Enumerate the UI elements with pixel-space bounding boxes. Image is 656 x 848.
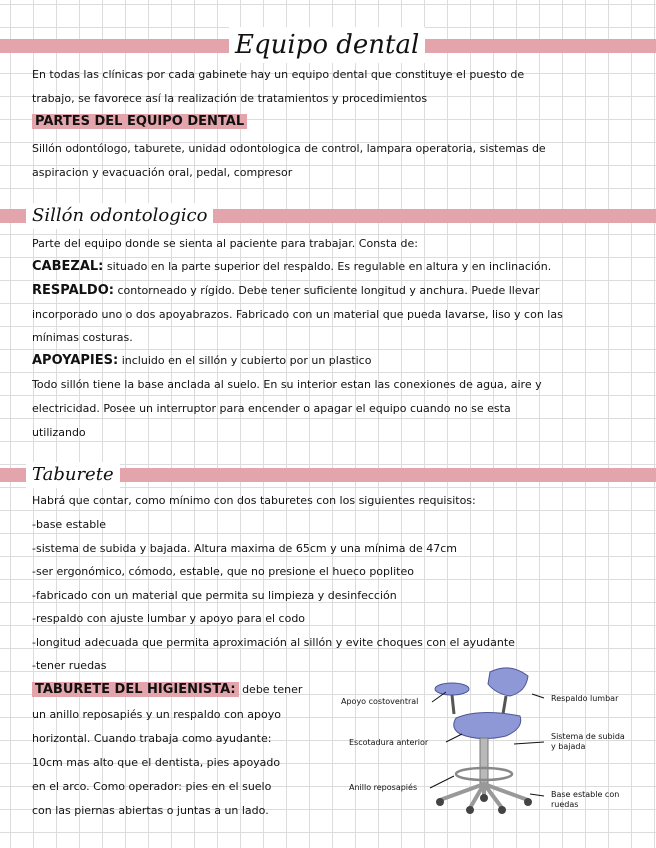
taburete-item: -respaldo con ajuste lumbar y apoyo para el codo bbox=[32, 612, 306, 625]
apoyapies-label: APOYAPIES: bbox=[32, 353, 119, 368]
higienista-line-3: horizontal. Cuando trabaja como ayudante: bbox=[32, 732, 272, 745]
taburete-intro: Habrá que contar, como mínimo con dos taburetes con los siguientes requisitos: bbox=[32, 494, 476, 507]
label-anillo-reposapies: Anillo reposapiés bbox=[349, 783, 418, 792]
base-line-3: utilizando bbox=[32, 426, 86, 439]
label-sistema-subida: Sistema de subida bbox=[551, 732, 625, 741]
label-base-estable-2: ruedas bbox=[551, 800, 579, 809]
cabezal-label: CABEZAL: bbox=[32, 259, 104, 274]
respaldo-line-3: mínimas costuras. bbox=[32, 331, 133, 344]
higienista-line-5: en el arco. Como operador: pies en el suelo bbox=[32, 780, 272, 793]
taburete-item: -fabricado con un material que permita su limpieza y desinfección bbox=[32, 589, 397, 602]
taburete-item: -base estable bbox=[32, 518, 107, 531]
label-base-estable: Base estable con bbox=[551, 790, 620, 799]
base-line-2: electricidad. Posee un interruptor para encender o apagar el equipo cuando no se esta bbox=[32, 402, 511, 415]
page-title: Equipo dental bbox=[229, 27, 425, 63]
dental-stool-illustration bbox=[410, 662, 550, 817]
partes-heading bbox=[32, 113, 247, 131]
higienista-line-4: 10cm mas alto que el dentista, pies apoyado bbox=[32, 756, 281, 769]
apoyapies-text: incluido en el sillón y cubierto por un plastico bbox=[118, 354, 372, 367]
base-line-1: Todo sillón tiene la base anclada al suelo. En su interior estan las conexiones de agua, aire y bbox=[32, 378, 542, 391]
respaldo-label: RESPALDO: bbox=[32, 283, 114, 298]
higienista-line bbox=[32, 681, 302, 699]
partes-line-1: Sillón odontólogo, taburete, unidad odontologica de control, lampara operatoria, sistemas de bbox=[32, 142, 546, 155]
sillon-intro: Parte del equipo donde se sienta al paciente para trabajar. Consta de: bbox=[32, 237, 418, 250]
taburete-heading: Taburete bbox=[26, 462, 120, 488]
taburete-item: -longitud adecuada que permita aproximación al sillón y evite choques con el ayudante bbox=[32, 636, 515, 649]
intro-line-2: trabajo, se favorece así la realización de tratamientos y procedimientos bbox=[32, 92, 428, 105]
taburete-item: -ser ergonómico, cómodo, estable, que no presione el hueco popliteo bbox=[32, 565, 414, 578]
label-escotadura-anterior: Escotadura anterior bbox=[349, 738, 429, 747]
cabezal-line bbox=[32, 258, 551, 276]
label-apoyo-costoventral: Apoyo costoventral bbox=[341, 697, 419, 706]
cabezal-text: situado en la parte superior del respaldo. Es regulable en altura y en inclinación. bbox=[103, 260, 552, 273]
taburete-item: -sistema de subida y bajada. Altura maxima de 65cm y una mínima de 47cm bbox=[32, 542, 458, 555]
intro-line-1: En todas las clínicas por cada gabinete hay un equipo dental que constituye el puesto de bbox=[32, 68, 525, 81]
higienista-line-6: con las piernas abiertas o juntas a un lado. bbox=[32, 804, 269, 817]
label-sistema-subida-2: y bajada bbox=[551, 742, 586, 751]
taburete-item: -tener ruedas bbox=[32, 659, 107, 672]
respaldo-text: contorneado y rígido. Debe tener suficiente longitud y anchura. Puede llevar bbox=[113, 284, 540, 297]
higienista-line-2: un anillo reposapiés y un respaldo con apoyo bbox=[32, 708, 281, 721]
partes-heading-text: PARTES DEL EQUIPO DENTAL bbox=[32, 114, 247, 129]
apoyapies-line bbox=[32, 352, 371, 370]
partes-line-2: aspiracion y evacuación oral, pedal, compresor bbox=[32, 166, 293, 179]
respaldo-line-2: incorporado uno o dos apoyabrazos. Fabricado con un material que pueda lavarse, liso y con las bbox=[32, 308, 563, 321]
sillon-heading: Sillón odontologico bbox=[26, 203, 213, 229]
higienista-label: TABURETE DEL HIGIENISTA: bbox=[32, 682, 239, 697]
label-respaldo-lumbar: Respaldo lumbar bbox=[551, 694, 619, 703]
respaldo-line bbox=[32, 282, 539, 300]
higienista-text: debe tener bbox=[238, 683, 303, 696]
